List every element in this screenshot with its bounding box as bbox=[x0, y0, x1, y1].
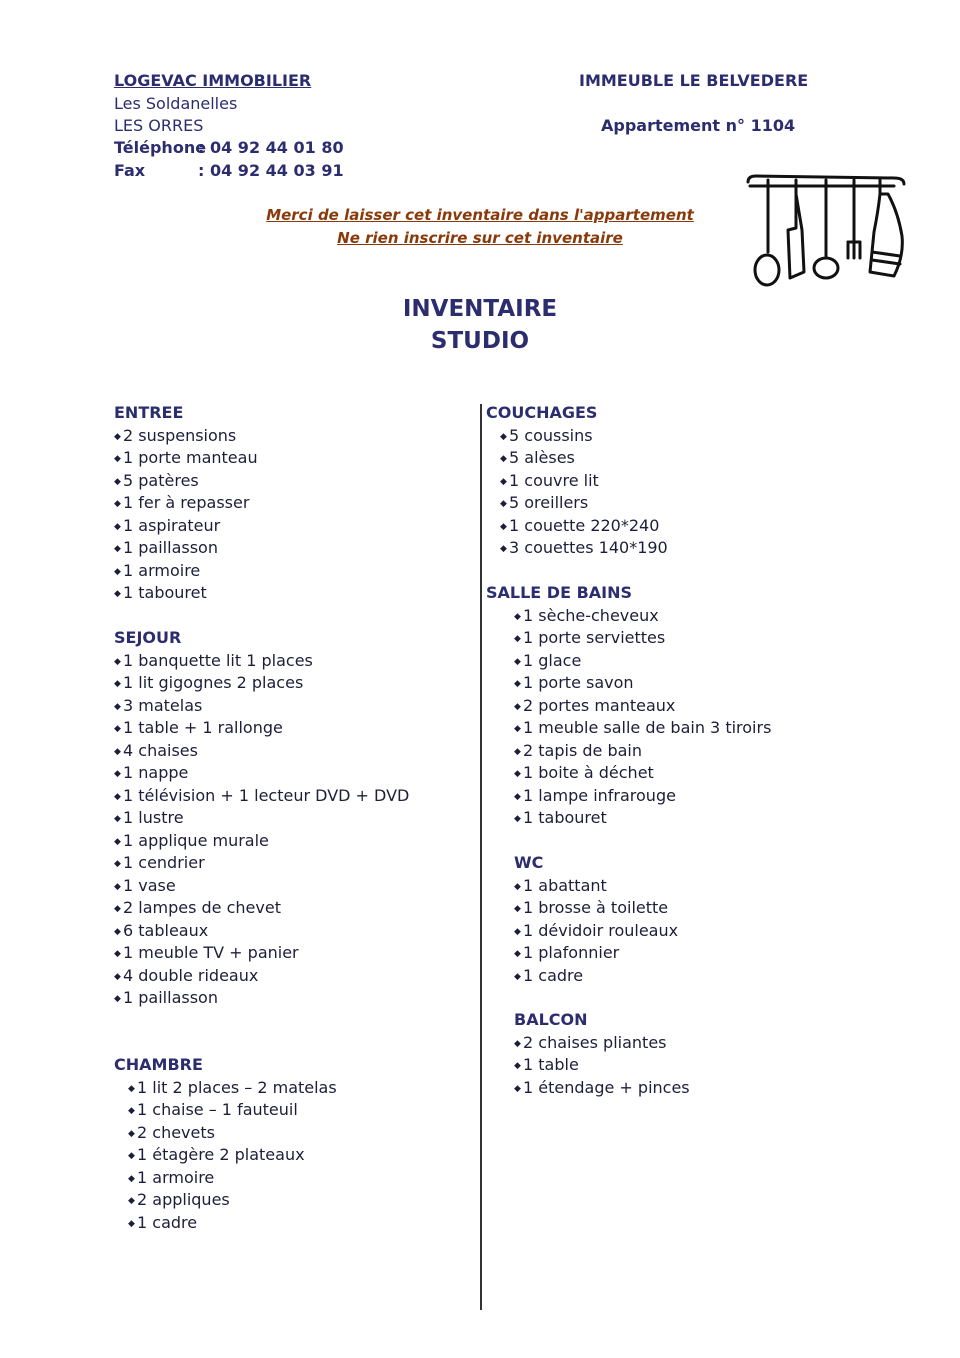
item-text: 1 porte savon bbox=[523, 673, 634, 692]
list-item bbox=[500, 470, 668, 493]
list-item bbox=[500, 537, 668, 560]
item-text: 1 paillasson bbox=[123, 988, 218, 1007]
bullet-icon: ◆ bbox=[114, 769, 121, 779]
list-item bbox=[114, 897, 409, 920]
bullet-icon: ◆ bbox=[114, 859, 121, 869]
item-text: 2 portes manteaux bbox=[523, 695, 676, 715]
list-item bbox=[114, 830, 409, 853]
item-text: 1 aspirateur bbox=[123, 515, 221, 535]
item-list bbox=[114, 425, 258, 605]
list-item bbox=[514, 672, 771, 695]
bullet-icon: ◆ bbox=[114, 431, 121, 442]
phone-number: : 04 92 44 01 80 bbox=[198, 138, 344, 157]
bullet-icon: ◆ bbox=[114, 994, 121, 1004]
item-text: 5 patères bbox=[123, 470, 199, 490]
item-text: 3 matelas bbox=[123, 695, 203, 715]
bullet-icon: ◆ bbox=[114, 679, 121, 689]
list-item bbox=[114, 875, 409, 898]
list-item bbox=[514, 650, 771, 673]
list-item bbox=[114, 672, 409, 695]
item-list bbox=[514, 1032, 690, 1100]
bullet-icon: ◆ bbox=[514, 881, 521, 892]
bullet-icon: ◆ bbox=[128, 1196, 135, 1206]
page-title: INVENTAIRE bbox=[402, 296, 558, 322]
item-text: 1 lampe infrarouge bbox=[523, 785, 676, 805]
list-item bbox=[114, 650, 409, 673]
list-item bbox=[114, 492, 258, 515]
building-name: IMMEUBLE LE BELVEDERE bbox=[579, 71, 809, 90]
bullet-icon: ◆ bbox=[514, 971, 521, 982]
list-item bbox=[128, 1189, 337, 1212]
bullet-icon: ◆ bbox=[114, 499, 121, 509]
bullet-icon: ◆ bbox=[128, 1173, 135, 1184]
list-item bbox=[514, 785, 771, 808]
bullet-icon: ◆ bbox=[514, 724, 521, 734]
item-text: 2 suspensions bbox=[123, 425, 237, 445]
bullet-icon: ◆ bbox=[114, 746, 121, 757]
item-text: 1 table bbox=[523, 1055, 579, 1074]
item-text: 1 couette 220*240 bbox=[509, 515, 660, 535]
item-text: 2 appliques bbox=[137, 1190, 230, 1209]
section-heading: SALLE DE BAINS bbox=[486, 583, 633, 602]
bullet-icon: ◆ bbox=[114, 566, 121, 577]
list-item bbox=[114, 852, 409, 875]
bullet-icon: ◆ bbox=[514, 1038, 521, 1049]
item-text: 5 alèses bbox=[509, 448, 575, 467]
bullet-icon: ◆ bbox=[114, 926, 121, 937]
item-text: 1 cendrier bbox=[123, 853, 205, 872]
list-item bbox=[514, 717, 771, 740]
list-item bbox=[514, 965, 678, 988]
bullet-icon: ◆ bbox=[500, 476, 507, 487]
item-text: 1 porte serviettes bbox=[523, 628, 666, 647]
list-item bbox=[514, 897, 678, 920]
item-text: 1 armoire bbox=[137, 1167, 215, 1187]
bullet-icon: ◆ bbox=[514, 1083, 521, 1094]
bullet-icon: ◆ bbox=[514, 769, 521, 779]
item-list bbox=[514, 875, 678, 988]
item-text: 4 chaises bbox=[123, 740, 198, 760]
item-text: 6 tableaux bbox=[123, 920, 209, 940]
bullet-icon: ◆ bbox=[500, 431, 507, 442]
bullet-icon: ◆ bbox=[128, 1128, 135, 1139]
list-item bbox=[500, 447, 668, 470]
item-text: 2 lampes de chevet bbox=[123, 898, 281, 917]
item-text: 2 tapis de bain bbox=[523, 740, 642, 760]
item-text: 1 tabouret bbox=[523, 808, 607, 827]
item-text: 1 chaise – 1 fauteuil bbox=[137, 1100, 298, 1119]
section-heading: BALCON bbox=[514, 1010, 588, 1029]
list-item bbox=[128, 1077, 337, 1100]
item-text: 1 armoire bbox=[123, 560, 201, 580]
item-text: 1 lit gigognes 2 places bbox=[123, 673, 304, 692]
list-item bbox=[128, 1167, 337, 1190]
company-town: LES ORRES bbox=[114, 116, 204, 135]
item-text: 1 vase bbox=[123, 875, 176, 895]
item-text: 1 tabouret bbox=[123, 583, 207, 602]
section-heading: COUCHAGES bbox=[486, 403, 598, 422]
list-item bbox=[514, 920, 678, 943]
bullet-icon: ◆ bbox=[114, 904, 121, 914]
list-item bbox=[114, 987, 409, 1010]
list-item bbox=[514, 695, 771, 718]
list-item bbox=[128, 1144, 337, 1167]
bullet-icon: ◆ bbox=[114, 724, 121, 734]
notice-line-1: Merci de laisser cet inventaire dans l'appartement bbox=[266, 206, 694, 224]
list-item bbox=[114, 695, 409, 718]
bullet-icon: ◆ bbox=[114, 656, 121, 667]
list-item bbox=[114, 447, 258, 470]
bullet-icon: ◆ bbox=[128, 1083, 135, 1094]
item-text: 2 chaises pliantes bbox=[523, 1032, 667, 1052]
bullet-icon: ◆ bbox=[114, 814, 121, 824]
section-heading: ENTREE bbox=[114, 403, 184, 422]
item-text: 1 brosse à toilette bbox=[523, 898, 669, 917]
bullet-icon: ◆ bbox=[514, 904, 521, 914]
list-item bbox=[114, 470, 258, 493]
bullet-icon: ◆ bbox=[114, 836, 121, 847]
item-text: 1 couvre lit bbox=[509, 470, 599, 490]
item-list bbox=[486, 605, 771, 830]
bullet-icon: ◆ bbox=[128, 1151, 135, 1161]
list-item bbox=[128, 1212, 337, 1235]
company-name: LOGEVAC IMMOBILIER bbox=[114, 71, 312, 90]
phone-row bbox=[114, 137, 344, 160]
bullet-icon: ◆ bbox=[514, 701, 521, 712]
item-text: 1 télévision + 1 lecteur DVD + DVD bbox=[123, 785, 410, 805]
section-heading: WC bbox=[514, 853, 544, 872]
bullet-icon: ◆ bbox=[114, 454, 121, 464]
item-text: 1 porte manteau bbox=[123, 448, 258, 467]
list-item bbox=[500, 425, 668, 448]
list-item bbox=[114, 785, 409, 808]
item-text: 1 étendage + pinces bbox=[523, 1077, 690, 1097]
list-item bbox=[128, 1099, 337, 1122]
list-item bbox=[514, 762, 771, 785]
list-item bbox=[514, 807, 771, 830]
item-list bbox=[486, 425, 668, 560]
bullet-icon: ◆ bbox=[514, 634, 521, 644]
list-item bbox=[114, 740, 409, 763]
bullet-icon: ◆ bbox=[500, 521, 507, 532]
list-item bbox=[514, 627, 771, 650]
bullet-icon: ◆ bbox=[514, 949, 521, 959]
bullet-icon: ◆ bbox=[500, 544, 507, 554]
bullet-icon: ◆ bbox=[514, 656, 521, 667]
company-street: Les Soldanelles bbox=[114, 94, 238, 113]
item-text: 1 meuble salle de bain 3 tiroirs bbox=[523, 718, 772, 737]
column-divider bbox=[480, 404, 482, 1310]
bullet-icon: ◆ bbox=[514, 746, 521, 757]
item-text: 5 coussins bbox=[509, 425, 593, 445]
bullet-icon: ◆ bbox=[128, 1218, 135, 1229]
section-salle-de-bains bbox=[486, 582, 771, 830]
bullet-icon: ◆ bbox=[514, 926, 521, 937]
bullet-icon: ◆ bbox=[500, 499, 507, 509]
list-item bbox=[514, 1032, 690, 1055]
phone-label: Téléphone bbox=[114, 138, 207, 157]
list-item bbox=[128, 1122, 337, 1145]
list-item bbox=[114, 425, 258, 448]
item-text: 1 table + 1 rallonge bbox=[123, 718, 283, 737]
item-text: 4 double rideaux bbox=[123, 965, 259, 985]
list-item bbox=[514, 1054, 690, 1077]
item-text: 1 lit 2 places – 2 matelas bbox=[137, 1077, 337, 1097]
list-item bbox=[114, 942, 409, 965]
bullet-icon: ◆ bbox=[500, 454, 507, 464]
bullet-icon: ◆ bbox=[514, 679, 521, 689]
list-item bbox=[114, 965, 409, 988]
section-entree bbox=[114, 402, 258, 605]
fax-number: : 04 92 44 03 91 bbox=[198, 161, 344, 180]
list-item bbox=[114, 582, 258, 605]
list-item bbox=[114, 920, 409, 943]
item-text: 1 sèche-cheveux bbox=[523, 605, 659, 625]
item-text: 1 fer à repasser bbox=[123, 493, 250, 512]
item-text: 1 paillasson bbox=[123, 538, 218, 557]
item-list bbox=[114, 650, 409, 1010]
bullet-icon: ◆ bbox=[514, 611, 521, 622]
list-item bbox=[114, 807, 409, 830]
bullet-icon: ◆ bbox=[114, 701, 121, 712]
bullet-icon: ◆ bbox=[114, 589, 121, 599]
bullet-icon: ◆ bbox=[114, 791, 121, 802]
bullet-icon: ◆ bbox=[114, 949, 121, 959]
item-text: 1 banquette lit 1 places bbox=[123, 650, 313, 670]
bullet-icon: ◆ bbox=[114, 881, 121, 892]
list-item bbox=[514, 740, 771, 763]
section-chambre bbox=[114, 1054, 337, 1234]
list-item bbox=[514, 875, 678, 898]
list-item bbox=[114, 717, 409, 740]
section-couchages bbox=[486, 402, 668, 560]
list-item bbox=[514, 1077, 690, 1100]
item-text: 1 étagère 2 plateaux bbox=[137, 1145, 305, 1164]
bullet-icon: ◆ bbox=[514, 1061, 521, 1071]
apartment-number: Appartement n° 1104 bbox=[601, 116, 796, 135]
item-text: 1 nappe bbox=[123, 763, 189, 782]
item-text: 1 applique murale bbox=[123, 830, 269, 850]
item-text: 1 plafonnier bbox=[523, 943, 620, 962]
bullet-icon: ◆ bbox=[514, 791, 521, 802]
bullet-icon: ◆ bbox=[128, 1106, 135, 1116]
bullet-icon: ◆ bbox=[114, 971, 121, 982]
item-text: 1 boite à déchet bbox=[523, 763, 654, 782]
bullet-icon: ◆ bbox=[114, 544, 121, 554]
notice-line-2: Ne rien inscrire sur cet inventaire bbox=[337, 229, 623, 247]
item-text: 1 lustre bbox=[123, 808, 184, 827]
section-wc bbox=[514, 852, 678, 987]
page-subtitle: STUDIO bbox=[430, 328, 530, 354]
section-heading: SEJOUR bbox=[114, 628, 182, 647]
bullet-icon: ◆ bbox=[514, 814, 521, 824]
item-text: 3 couettes 140*190 bbox=[509, 538, 668, 557]
item-list bbox=[114, 1077, 337, 1235]
list-item bbox=[114, 560, 258, 583]
item-text: 1 cadre bbox=[137, 1212, 198, 1232]
bullet-icon: ◆ bbox=[114, 521, 121, 532]
fax-label: Fax bbox=[114, 161, 146, 180]
section-balcon bbox=[514, 1009, 690, 1099]
item-text: 1 dévidoir rouleaux bbox=[523, 920, 679, 940]
list-item bbox=[500, 515, 668, 538]
item-text: 1 abattant bbox=[523, 875, 607, 895]
item-text: 1 glace bbox=[523, 650, 582, 670]
section-heading: CHAMBRE bbox=[114, 1055, 203, 1074]
item-text: 2 chevets bbox=[137, 1122, 215, 1142]
bullet-icon: ◆ bbox=[114, 476, 121, 487]
item-text: 1 meuble TV + panier bbox=[123, 943, 299, 962]
list-item bbox=[114, 537, 258, 560]
section-sejour bbox=[114, 627, 409, 1010]
item-text: 1 cadre bbox=[523, 965, 584, 985]
list-item bbox=[514, 605, 771, 628]
list-item bbox=[114, 762, 409, 785]
list-item bbox=[514, 942, 678, 965]
list-item bbox=[500, 492, 668, 515]
item-text: 5 oreillers bbox=[509, 493, 589, 512]
list-item bbox=[114, 515, 258, 538]
fax-row bbox=[114, 160, 344, 183]
